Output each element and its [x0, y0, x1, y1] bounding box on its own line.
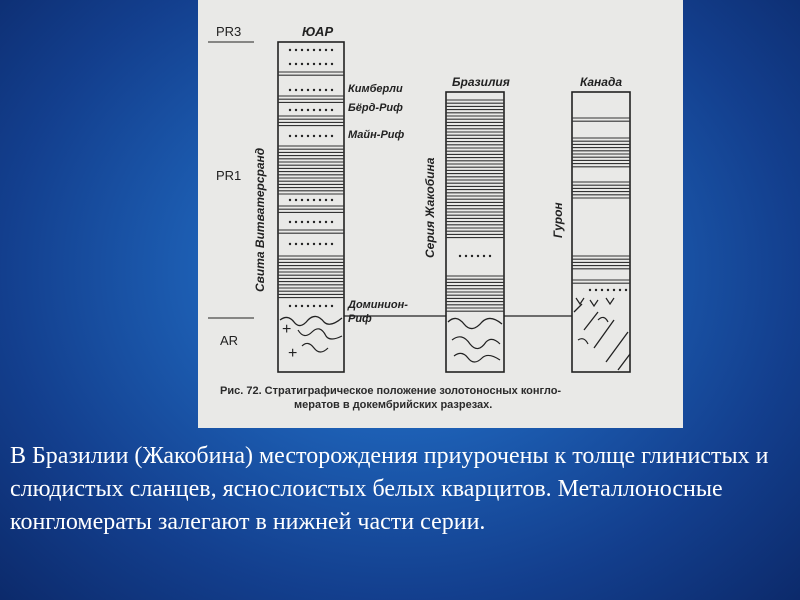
conglomerate-dot	[325, 221, 327, 223]
conglomerate-dot	[319, 221, 321, 223]
conglomerate-dot	[295, 89, 297, 91]
conglomerate-dot	[331, 49, 333, 51]
series-label-witwatersrand: Свита Витватерсранд	[253, 147, 267, 292]
conglomerate-dot	[307, 243, 309, 245]
conglomerate-dot	[289, 109, 291, 111]
conglomerate-dot	[607, 289, 609, 291]
period-label-pr1: PR1	[216, 168, 242, 183]
reef-label-dominion-1: Доминион-	[348, 299, 408, 311]
conglomerate-dot	[307, 109, 309, 111]
stratigraphy-figure	[198, 0, 683, 428]
period-label-pr3: PR3	[216, 24, 242, 39]
series-label-huron: Гурон	[551, 202, 565, 238]
conglomerate-dot	[301, 109, 303, 111]
conglomerate-dot	[319, 63, 321, 65]
conglomerate-dot	[295, 243, 297, 245]
column-south-africa	[253, 24, 344, 372]
slide-body-text: В Бразилии (Жакобина) месторождения приурочены к толще глинистых и слюдистых сланцев, яснослоистых белых кварцитов. Металлоносные конгломераты залегают в нижней части серии.	[10, 443, 769, 535]
conglomerate-dot	[313, 49, 315, 51]
conglomerate-dot	[289, 199, 291, 201]
conglomerate-dot	[331, 89, 333, 91]
conglomerate-dot	[459, 255, 461, 257]
conglomerate-dot	[331, 135, 333, 137]
conglomerate-dot	[613, 289, 615, 291]
conglomerate-dot	[325, 109, 327, 111]
conglomerate-dot	[595, 289, 597, 291]
conglomerate-dot	[331, 243, 333, 245]
conglomerate-dot	[325, 199, 327, 201]
conglomerate-dot	[307, 221, 309, 223]
figure-caption	[206, 384, 676, 412]
conglomerate-dot	[483, 255, 485, 257]
conglomerate-dot	[301, 63, 303, 65]
conglomerate-dot	[601, 289, 603, 291]
reef-labels	[347, 83, 408, 325]
conglomerate-dot	[301, 49, 303, 51]
conglomerate-dot	[313, 221, 315, 223]
conglomerate-dot	[325, 305, 327, 307]
reef-label-kimberley: Кимберли	[348, 83, 403, 95]
granite-symbol-2: +	[288, 345, 298, 362]
reef-label-main: Майн-Риф	[348, 129, 405, 141]
conglomerate-dot	[307, 89, 309, 91]
column-brazil	[423, 75, 510, 372]
conglomerate-dot	[307, 135, 309, 137]
column-title-south-africa: ЮАР	[302, 24, 334, 39]
conglomerate-dot	[295, 135, 297, 137]
conglomerate-dot	[331, 109, 333, 111]
conglomerate-dot	[331, 221, 333, 223]
caption-line-1: Рис. 72. Стратиграфическое положение золотоносных конгло-	[220, 385, 562, 397]
conglomerate-dot	[477, 255, 479, 257]
conglomerate-dot	[289, 135, 291, 137]
conglomerate-dot	[319, 243, 321, 245]
conglomerate-dot	[325, 89, 327, 91]
conglomerate-dot	[313, 109, 315, 111]
conglomerate-dot	[325, 63, 327, 65]
column-title-brazil: Бразилия	[452, 75, 510, 89]
conglomerate-dot	[301, 243, 303, 245]
conglomerate-dot	[331, 199, 333, 201]
column-title-canada: Канада	[580, 75, 623, 89]
conglomerate-dot	[465, 255, 467, 257]
conglomerate-dot	[619, 289, 621, 291]
conglomerate-dot	[301, 89, 303, 91]
conglomerate-dot	[289, 221, 291, 223]
conglomerate-dot	[307, 49, 309, 51]
conglomerate-dot	[319, 135, 321, 137]
conglomerate-dot	[295, 305, 297, 307]
reef-label-dominion-2: Риф	[348, 313, 372, 325]
conglomerate-dot	[313, 89, 315, 91]
conglomerate-dot	[301, 305, 303, 307]
conglomerate-dot	[295, 63, 297, 65]
period-label-ar: AR	[220, 333, 239, 348]
conglomerate-dot	[325, 243, 327, 245]
conglomerate-dot	[307, 305, 309, 307]
conglomerate-dot	[295, 221, 297, 223]
conglomerate-dot	[295, 109, 297, 111]
conglomerate-dot	[319, 49, 321, 51]
column-canada	[551, 75, 630, 372]
conglomerate-dot	[471, 255, 473, 257]
conglomerate-dot	[589, 289, 591, 291]
conglomerate-dot	[289, 305, 291, 307]
conglomerate-dot	[319, 89, 321, 91]
conglomerate-dot	[301, 199, 303, 201]
conglomerate-dot	[313, 243, 315, 245]
conglomerate-dot	[313, 199, 315, 201]
conglomerate-dot	[319, 305, 321, 307]
conglomerate-dot	[331, 305, 333, 307]
conglomerate-dot	[301, 221, 303, 223]
conglomerate-dot	[289, 49, 291, 51]
caption-line-2: мератов в докембрийских разрезах.	[294, 399, 493, 411]
stratigraphy-diagram	[198, 0, 683, 385]
reef-label-bird: Бёрд-Риф	[348, 102, 403, 114]
conglomerate-dot	[319, 199, 321, 201]
conglomerate-dot	[319, 109, 321, 111]
conglomerate-dot	[325, 135, 327, 137]
conglomerate-dot	[295, 199, 297, 201]
conglomerate-dot	[331, 63, 333, 65]
conglomerate-dot	[489, 255, 491, 257]
conglomerate-dot	[307, 199, 309, 201]
conglomerate-dot	[301, 135, 303, 137]
conglomerate-dot	[289, 63, 291, 65]
conglomerate-dot	[625, 289, 627, 291]
conglomerate-dot	[313, 305, 315, 307]
conglomerate-dot	[313, 135, 315, 137]
time-scale	[208, 24, 254, 348]
granite-symbol: +	[282, 321, 292, 338]
conglomerate-dot	[289, 89, 291, 91]
conglomerate-dot	[325, 49, 327, 51]
conglomerate-dot	[313, 63, 315, 65]
conglomerate-dot	[289, 243, 291, 245]
conglomerate-dot	[295, 49, 297, 51]
conglomerate-dot	[307, 63, 309, 65]
series-label-jacobina: Серия Жакобина	[423, 157, 437, 258]
